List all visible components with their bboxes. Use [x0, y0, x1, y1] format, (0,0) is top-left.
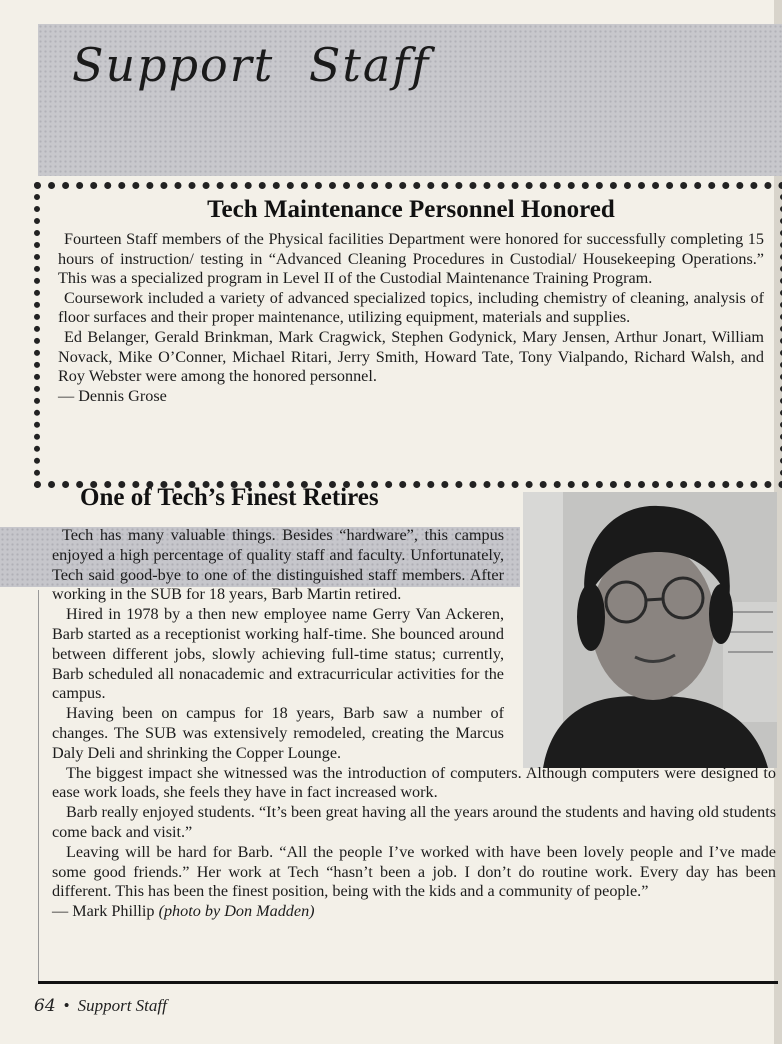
- byline: — Dennis Grose: [58, 386, 167, 405]
- paragraph: Coursework included a variety of advanced specialized topics, including chemistry of cleaning, analysis of floor surfaces and their proper maintenance, utilizing equipment, materials and supplies.: [58, 288, 764, 327]
- paragraph: Having been on campus for 18 years, Barb saw a number of changes. The SUB was extensively remodeled, creating the Marcus Daly Deli and shrinking the Copper Lounge.: [52, 704, 504, 762]
- footer-section: Support Staff: [77, 996, 167, 1015]
- paragraph: Ed Belanger, Gerald Brinkman, Mark Cragwick, Stephen Godynick, Mary Jensen, Arthur Jonart, William Novack, Mike O’Conner, Michael Ritari, Jerry Smith, Howard Tate, Tony Vialpando, Richard Walsh, and Roy Webster were among the honored personnel.: [58, 327, 764, 386]
- paragraph: Leaving will be hard for Barb. “All the people I’ve worked with have been lovely people and I’ve made some good friends.” Her work at Tech “hasn’t been a job. I don’t do routine work. Every day has been different. This has been the finest position, being with the kids and a community of people.”: [52, 842, 776, 901]
- article-body: [58, 230, 764, 406]
- footer-rule: [38, 981, 778, 984]
- article-maintenance: [58, 196, 764, 406]
- byline: — Mark Phillip: [52, 902, 155, 921]
- paragraph: Hired in 1978 by a then new employee name Gerry Van Ackeren, Barb started as a receptionist working half-time. She bounced around between different jobs, slowly achieving full-time status; currently, Barb scheduled all nonacademic and extracurricular activities for the campus.: [52, 605, 504, 703]
- paragraph: Barb really enjoyed students. “It’s been great having all the years around the students and having old students come back and visit.”: [52, 803, 776, 841]
- page-number: 64: [34, 996, 56, 1016]
- bullet: •: [63, 996, 70, 1015]
- byline-line: [52, 902, 776, 922]
- article-headline: Tech Maintenance Personnel Honored: [207, 196, 615, 223]
- text-column: [52, 526, 504, 764]
- section-title: Support Staff: [72, 38, 431, 92]
- article-headline: One of Tech’s Finest Retires: [80, 484, 379, 511]
- paragraph: Fourteen Staff members of the Physical facilities Department were honored for successfully completing 15 hours of instruction/ testing in “Advanced Cleaning Procedures in Custodial/ Housekeeping Operations.” This was a specialized program in Level II of the Custodial Maintenance Training Program.: [58, 230, 764, 288]
- photo-credit: (photo by Don Madden): [158, 902, 315, 921]
- article-retirement: [52, 526, 776, 922]
- page-footer: [34, 996, 167, 1016]
- paragraph: The biggest impact she witnessed was the introduction of computers. Although computers were designed to ease work loads, she feels they have in fact increased work.: [52, 763, 776, 802]
- paragraph: Tech has many valuable things. Besides “hardware”, this campus enjoyed a high percentage of quality staff and faculty. Unfortunately, Tech said good-bye to one of the distinguished staff members. After working in the SUB for 18 years, Barb Martin retired.: [52, 526, 504, 604]
- left-rule: [38, 590, 39, 982]
